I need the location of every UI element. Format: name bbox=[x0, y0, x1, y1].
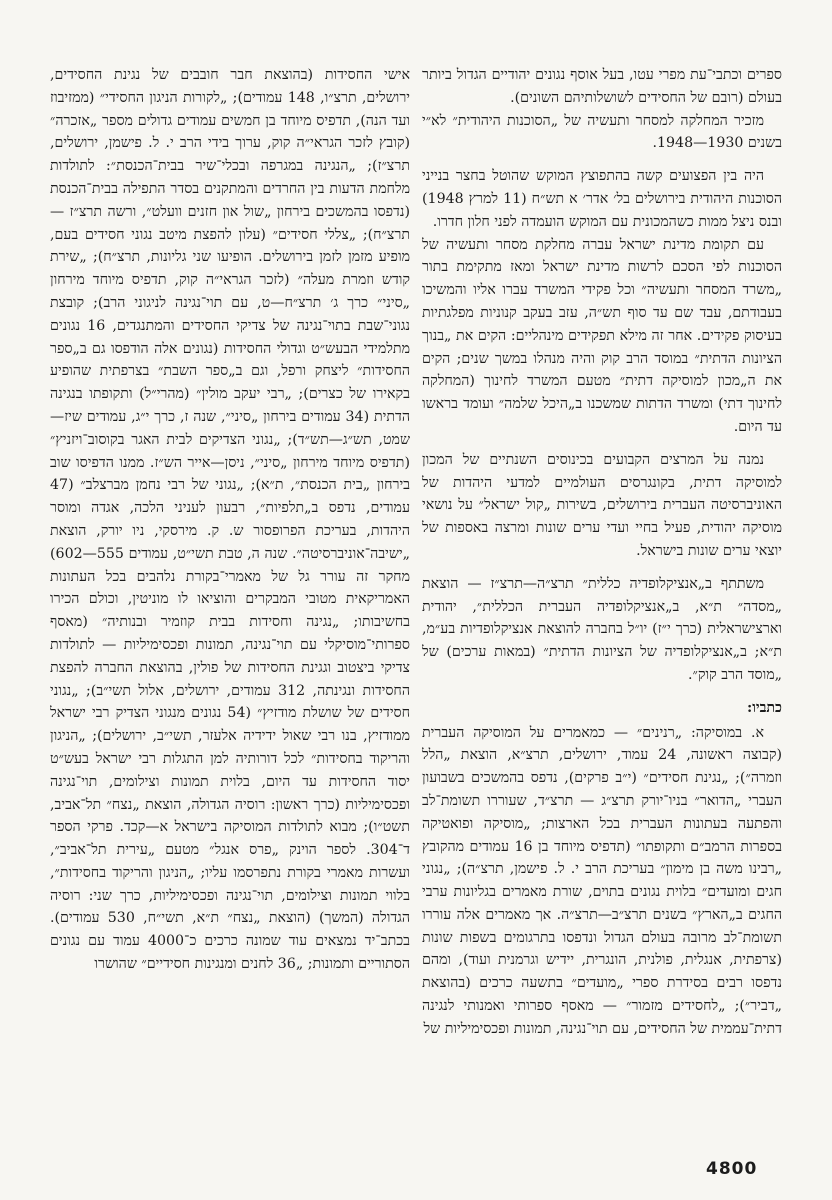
paragraph-writings-continued: אישי החסידות (בהוצאת חבר חובבים של נגינת החסידים, ירושלים, תרצ״ו, 148 עמודים); „לקורות הניגון החסידי״ (ממזיבוז ועד הנה), תדפיס מיוחד בן חמשים עמודים גדולים מספר „אזכרה״ (קובץ לזכר הגראי״ה קוק, ערוך בידי הרב י. ל. פישמן, ירושלים, תרצ״ז); „הנגינה במגרפה ובכלי־שיר בבית־הכנסת״: לתולדות מלחמת הדעות בין החרדים והמתקנים בסדר התפילה בבית־הכנסת (נדפסו בהמשכים בירחון „שול און חזנים וועלט״, ורשה תרצ״ז — תרצ״ח); „צללי חסידים״ (עלון להפצת מיטב נגוני חסידים בעם, מופיע מזמן לזמן בירושלים. הופיעו שני גליונות, תרצ״ח); „שירת קודש וזמרת מעלה״ (לזכר הגראי״ה קוק, תדפיס מיוחד מירחון „סיני״ כרך ג׳ תרצ״ח—ט, עם תוי־נגינה לניגוני הרב); קובצת נגוני־שבת בתוי־נגינה של צדיקי החסידים והמתנגדים, 16 נגונים מתלמידי הבעש״ט וגדולי החסידות (נגונים אלה הודפסו גם ב„ספר החסידות״ ליצחק ורפל, וגם ב„ספר השבת״ בצרפתית שהופיע בקאירו של כצרים); „רבי יעקב מולין״ (מהרי״ל) ותקופתו בנגינה הדתית (34 עמודים בירחון „סיני״, שנה ז, כרך י״ג, עמודים שיז—שמט, תש״ג—תש״ד); „נגוני הצדיקים לבית האגר בקוסוב־ויזניץ״ (תדפיס מיוחד מירחון „סיני״, ניסן—אייר הש״ז. ממנו הדפיסו שוב בירחון „בית הכנסת״, ת״א); „נגוני של רבי נחמן מברצלב״ (47 עמודים, נדפס ב„תלפיות״, רבעון לעניני הלכה, אגדה ומוסר היהדות, בעריכת הפרופסור ש. ק. מירסקי, ניו יורק, הוצאת „ישיבה־אוניברסיטה״. שנה ה, טבת תשי״ט, עמודים 555—602) מחקר זה עורר גל של מאמרי־בקורת נלהבים בכל העתונות האמריקאית מטובי המבקרים והוציאו לו מוניטין, וכולם הכירו בחשיבותו; „נגינה וחסידות בבית קוזמיר ובנותיה״ (מאסף ספרותי־מוסיקלי עם תוי־נגינה, תמונות ופכסימיליות — לתולדות צדיקי ביצטוב וגגינת החסידות של פולין, בהוצאת החברה להפצת החסידות ונגינתה, 312 עמודים, ירושלים, אלול תשי״ב); „נגוני חסידים של שושלת מודזיץ״ (54 נגונים מנגוני הצדיק רבי ישראל ממודזיץ, בנו רבי שאול ידידיה אלעזר, תשי״ב, ירושלים); „הניגון והריקוד בחסידות״ לכל דורותיה למן התגלות רבי ישראל בעש״ט יסוד החסידות עד היום, בלוית תמונות וצילומים, תוי־נגינה ופכסימיליות (כרך ראשון: רוסיה הגדולה, הוצאת „נצח״ תל־אביב, תשט״ו); מבוא לתולדות המוסיקה בישראל א—קכד. פרקי הספר ד־304. לספר הוינק „פרס אנגל״ מטעם „עירית תל־אביב״, ועשרות מאמרי בקורת נתפרסמו עליו; „הניגון והריקוד בחסידות״, בלווי תמונות וצילומים, תוי־נגינה ופכסימיליות, כרך שני: רוסיה הגדולה (המשך) (הוצאת „נצח״ ת״א, תשי״ח, 530 עמודים). בכתב־יד נמצאים עוד שמונה כרכים כ־4000 עמוד עם נגונים הסתוריים ותמונות; „36 לחנים ומנגינות חסידיים״ שהושרו bbox=[50, 67, 410, 973]
paragraph-explosion: היה בין הפצועים קשה בהתפוצץ המוקש שהוטל בחצר בנייני הסוכנות היהודית בירושלים בל׳ אדר׳ א תש״ח (11 למרץ 1948) ובנס ניצל ממות כשהמכונית עם המוקש הועמדה לפני חלון חדרו. bbox=[422, 168, 782, 230]
paragraph-agency-secretary: מזכיר המחלקה למסחר ותעשיה של „הסוכנות היהודית״ לא״י בשנים 1930—1948. bbox=[422, 112, 782, 152]
paragraph-lecturer: נמנה על המרצים הקבועים בכינוסים השנתיים של המכון למוסיקה דתית, בקונגרסים העולמיים למדעי היהדות של האוניברסיטה העברית בירושלים, בשירות „קול ישראל״ על נושאי מוסיקה יהודית, פעיל בחיי ועדי ערים שונות ומרצה באספות של יוצאי ערים שונות בישראל. bbox=[422, 451, 782, 559]
paragraph-state-ministry: עם תקומת מדינת ישראל עברה מחלקת מסחר ותעשיה של הסוכנות לפי הסכם לרשות מדינת ישראל ומאז מתקימת בתור „משרד המסחר ותעשיה״ וכל פקידי המשרד עברו אליו והמשיכו בעבודתם, עבד שם עד סוף תש״ה, עזב בעקב קנוניות מפלגתיות בעיסוק פקידים. אחר זה מילא תפקידים מינהליים: הקים את „בנוך הציונות הדתית״ במוסד הרב קוק והיה מנהלו במשך שנים; הקים את ה„מכון למוסיקה דתית״ מטעם המשרד לחינוך (המחלקה לחינוך דתי) ומשרד הדתות שמשכנו ב„היכל שלמה״ ועומד בראשו עד היום. bbox=[422, 236, 782, 435]
page-number: 4800 bbox=[706, 1159, 758, 1179]
right-column bbox=[422, 64, 782, 1154]
writings-heading: כתביו: bbox=[746, 699, 782, 716]
left-column bbox=[50, 64, 410, 1154]
paragraph-writings-music: א. במוסיקה: „רנינים״ — כמאמרים על המוסיקה העברית (קבוצה ראשונה, 24 עמוד, ירושלים, תרצ״א, הוצאת „הלל וזמרה״); „נגינת חסידים״ (י״ב פרקים), נדפס בהמשכים בשבועון העברי „הדואר״ בניו־יורק תרצ״ג — תרצ״ד, שעוררו תשומת־לב והפתעה בעתונות העברית בכל הארצות; „מוסיקה ופואטיקה בספרות הרמב״ם ותקופתו״ (תדפיס מיוחד בן 16 עמודים מהקובץ „רבינו משה בן מימון״ בעריכת הרב י. ל. פישמן, תרצ״ה); „נגוני חגים ומועדים״ בלוית נגונים בתוים, שורת מאמרים בגליונות ערבי החגים ב„הארץ״ בשנים תרצ״ב—תרצ״ה. אך מאמרים אלה עוררו תשומת־לב מרובה בעולם הגדול ונדפסו בתרגומים בשפות שונות (צרפתית, אנגלית, פולנית, הונגרית, יידיש וגרמנית ועוד), ומהם נדפסו רבים בסידרת ספרי „מועדים״ בתשעה כרכים (בהוצאת „דביר״); „לחסידים מזמור״ — מאסף ספרותי ואמנותי לנגינה דתית־עממית של החסידים, עם תוי־נגינה, תמונות ופכסימיליות של bbox=[422, 724, 782, 1037]
paragraph-intro: ספרים וכתבי־עת מפרי עטו, בעל אוסף נגונים יהודיים הגדול ביותר בעולם (רובם של החסידים לשושלותיהם השונים). bbox=[422, 67, 782, 106]
paragraph-encyclopedias: משתתף ב„אנציקלופדיה כללית״ תרצ״ה—תרצ״ז — הוצאת „מסדה״ ת״א, ב„אנציקלופדיה העברית הכללית״, יהודית וארצישראלית (כרך י״ז) יו״ל בחברה להוצאת אנציקלופדיות בע״מ, ת״א; ב„אנציקלופדיה של הציונות הדתית״ (במאות ערכים) של „מוסד הרב קוק״. bbox=[422, 575, 782, 683]
